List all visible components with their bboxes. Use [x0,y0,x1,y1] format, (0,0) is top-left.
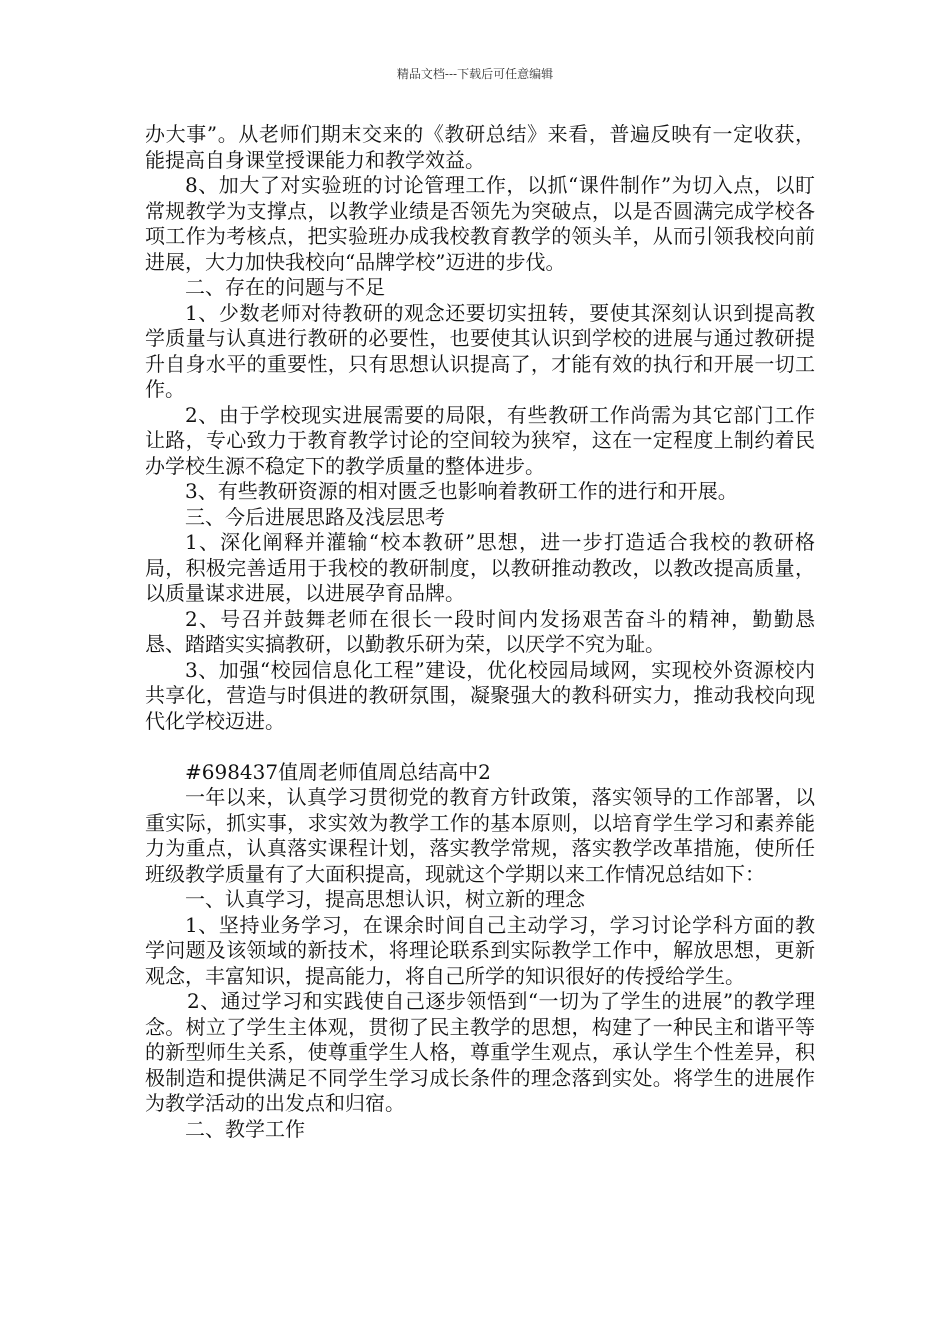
paragraph: 一年以来，认真学习贯彻党的教育方针政策，落实领导的工作部署，以重实际，抓实事，求实效为教学工作的基本原则，以培育学生学习和素养能力为重点，认真落实课程计划，落实教学常规，落实教学改革措施，使所任班级教学质量有了大面积提高，现就这个学期以来工作情况总结如下： [145,785,815,886]
page-header: 精品文档---下载后可任意编辑 [396,67,554,81]
paragraph: 1、深化阐释并灌输“校本教研”思想，进一步打造适合我校的教研格局，积极完善适用于我校的教研制度，以教研推动教改，以教改提高质量，以质量谋求进展，以进展孕育品牌。 [145,530,815,605]
section-heading: 二、存在的问题与不足 [185,275,385,299]
paragraph: 办大事”。从老师们期末交来的《教研总结》来看，普遍反映有一定收获，能提高自身课堂授课能力和教学效益。 [145,122,815,172]
spacer [145,734,815,760]
paragraph: 3、有些教研资源的相对匮乏也影响着教研工作的进行和开展。 [185,479,738,503]
paragraph: 8、加大了对实验班的讨论管理工作，以抓“课件制作”为切入点，以盯常规教学为支撑点，以教学业绩是否领先为突破点，以是否圆满完成学校各项工作为考核点，把实验班办成我校教育教学的领头羊，从而引领我校向前进展，大力加快我校向“品牌学校”迈进的步伐。 [145,173,815,274]
paragraph: 2、号召并鼓舞老师在很长一段时间内发扬艰苦奋斗的精神，勤勤恳恳、踏踏实实搞教研，以勤教乐研为荣，以厌学不究为耻。 [145,606,815,656]
paragraph: 1、少数老师对待教研的观念还要切实扭转，要使其深刻认识到提高教学质量与认真进行教研的必要性，也要使其认识到学校的进展与通过教研提升自身水平的重要性，只有思想认识提高了，才能有效的执行和开展一切工作。 [145,300,815,401]
section-heading: 二、教学工作 [185,1116,305,1141]
document-body [145,122,815,1142]
paragraph: 2、由于学校现实进展需要的局限，有些教研工作尚需为其它部门工作让路，专心致力于教育教学讨论的空间较为狭窄，这在一定程度上制约着民办学校生源不稳定下的教学质量的整体进步。 [145,402,815,478]
paragraph: 2、通过学习和实践使自己逐步领悟到“一切为了学生的进展”的教学理念。树立了学生主体观，贯彻了民主教学的思想，构建了一种民主和谐平等的新型师生关系，使尊重学生人格，尊重学生观点，承认学生个性差异，积极制造和提供满足不同学生学习成长条件的理念落到实处。将学生的进展作为教学活动的出发点和归宿。 [145,989,815,1115]
section-heading: 一、认真学习，提高思想认识，树立新的理念 [185,887,585,911]
paragraph: 3、加强“校园信息化工程”建设，优化校园局域网，实现校外资源校内共享化，营造与时俱进的教研氛围，凝聚强大的教科研实力，推动我校向现代化学校迈进。 [145,657,815,733]
section-heading: 三、今后进展思路及浅层思考 [185,504,445,529]
paragraph: 1、坚持业务学习，在课余时间自己主动学习，学习讨论学科方面的教学问题及该领域的新技术，将理论联系到实际教学工作中，解放思想，更新观念，丰富知识，提高能力，将自己所学的知识很好的传授给学生。 [145,912,815,988]
document-title: #698437值周老师值周总结高中2 [185,759,491,784]
